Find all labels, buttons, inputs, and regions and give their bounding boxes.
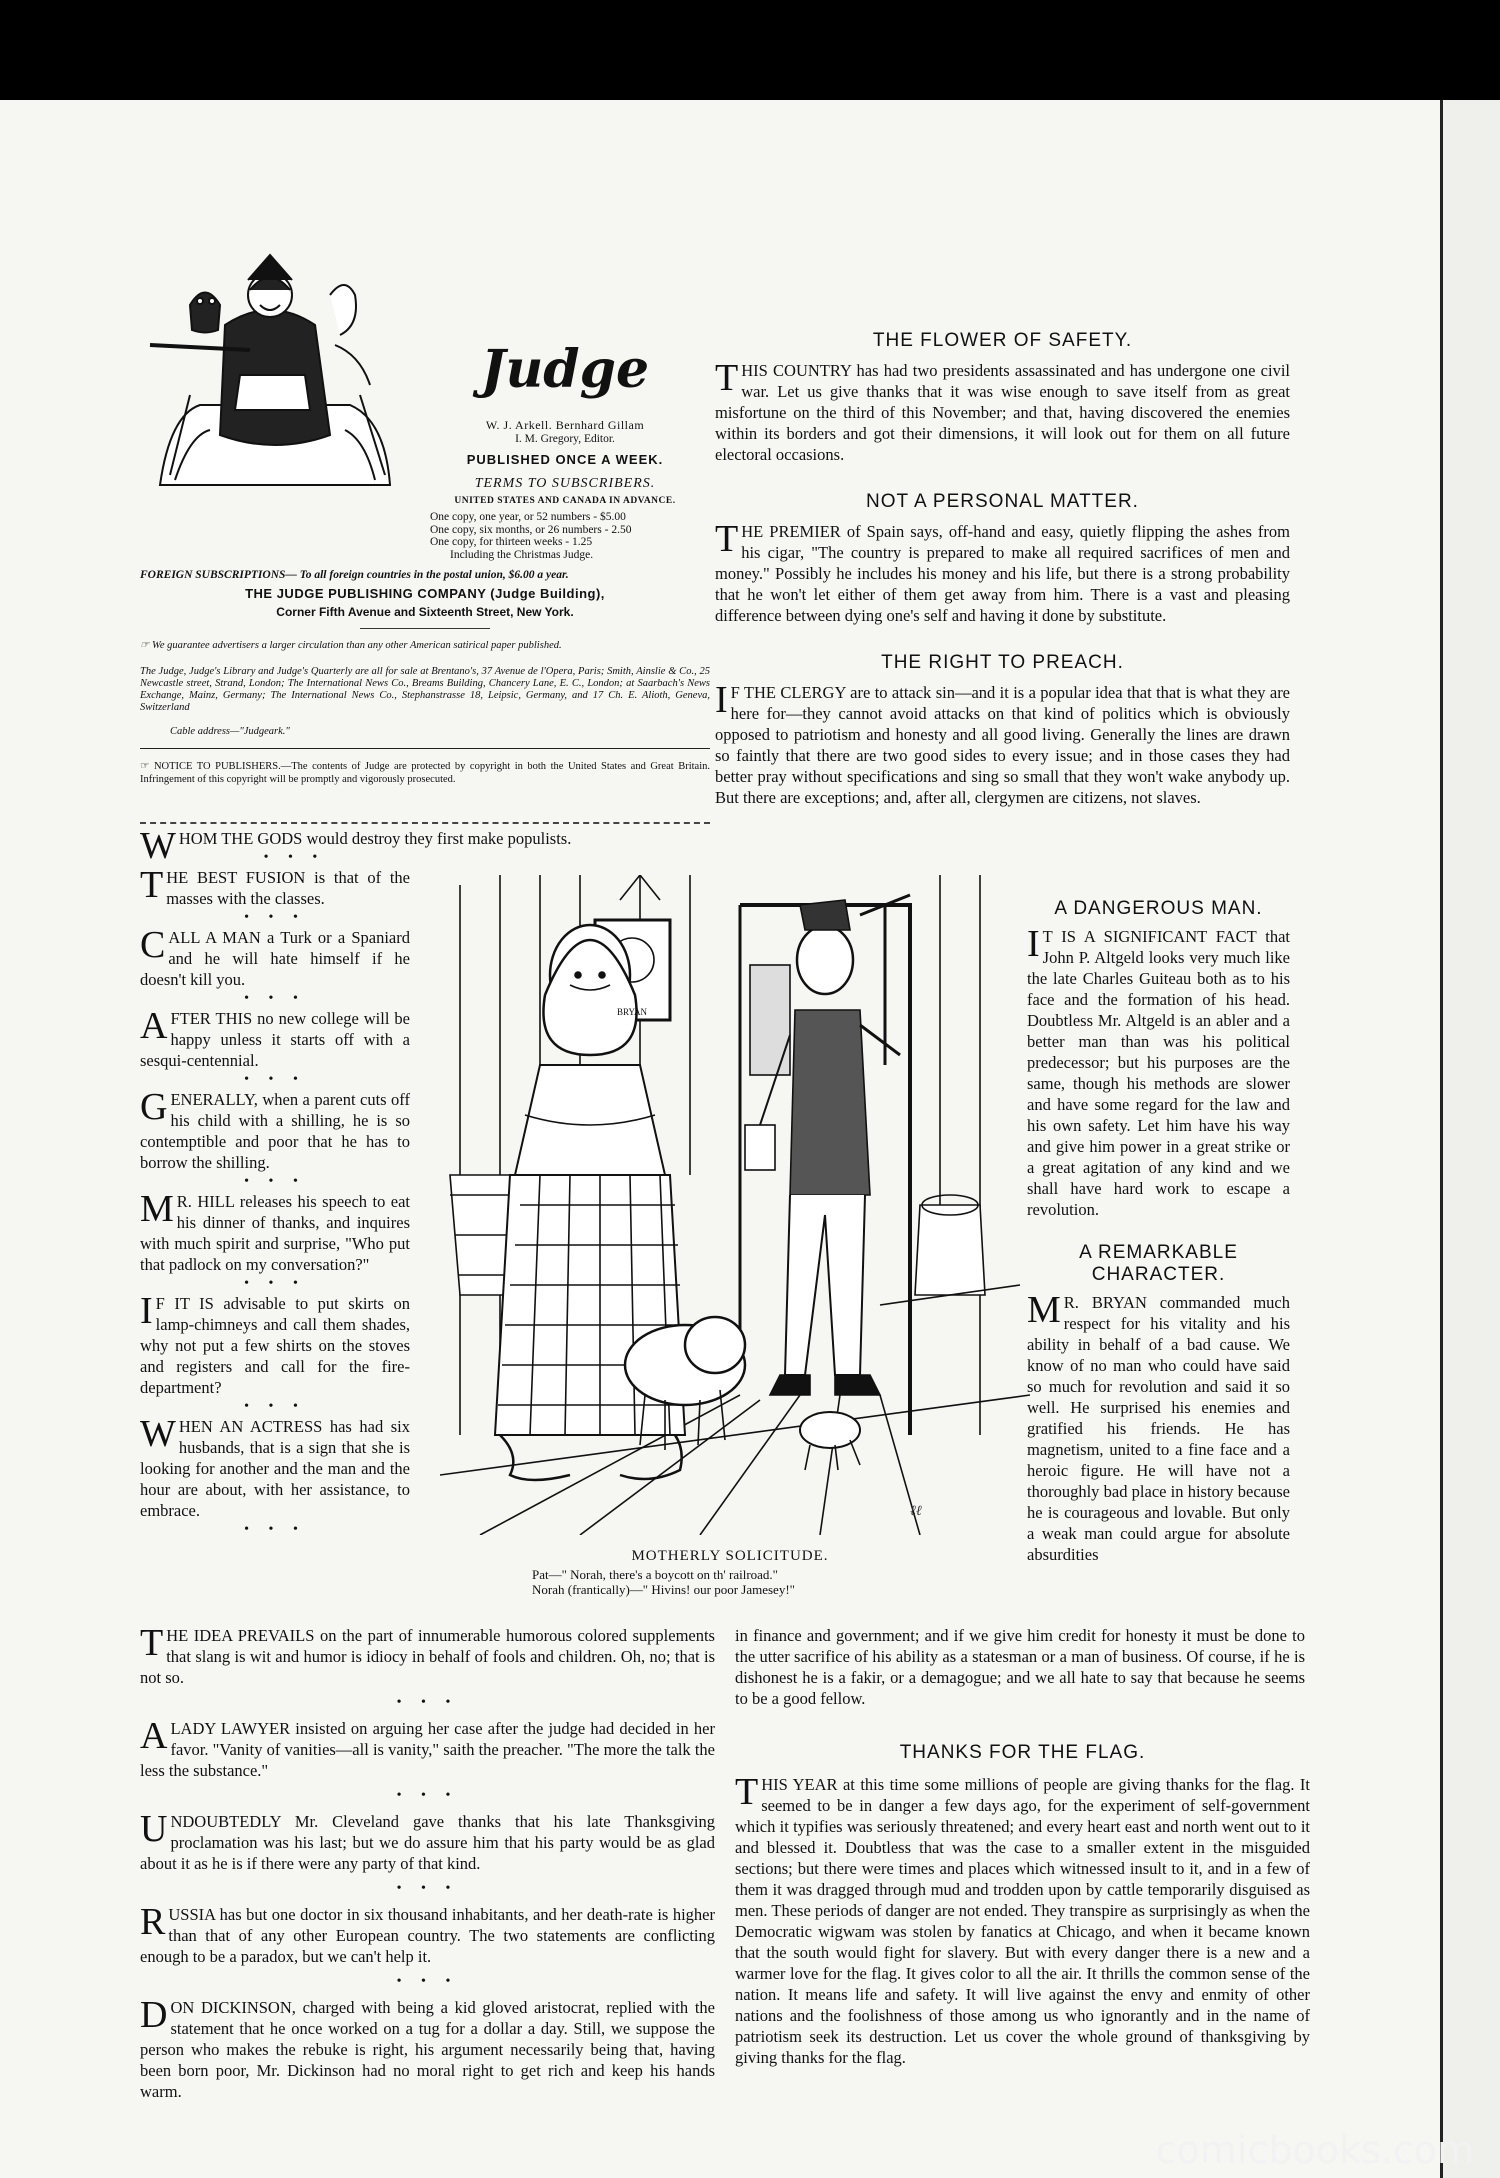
- editorial-column-narrow: [1027, 898, 1290, 1588]
- drop-cap: T: [140, 1622, 164, 1664]
- notice-to-publishers: [140, 760, 710, 786]
- left-item: [140, 1413, 410, 1521]
- cable-address: Cable address—"Judgeark.": [170, 726, 290, 737]
- drop-cap: M: [140, 1188, 174, 1230]
- item-text: of Spain says, off-hand and easy, quietly flipping the ashes from his cigar, "The country is prepared to make all required sacrifices of men and money." Possibly he includes his money and his life, but there is a strong probability that he won't let either of them get away from him. There is a vast and pleasing difference between dying one's self and having it done by substitute.: [715, 522, 1290, 625]
- left-item: [140, 1901, 715, 1967]
- item-text: no new college will be happy unless it starts off with a sesqui-centennial.: [140, 1009, 410, 1070]
- drop-cap: T: [735, 1771, 759, 1813]
- lead-text: HOM THE GODS: [178, 829, 303, 848]
- drop-cap: C: [140, 924, 166, 966]
- drop-cap: I: [715, 679, 728, 721]
- item-text: that John P. Altgeld looks very much like the late Charles Guiteau both as to his face and the formation of his head. Doubtless Mr. Altgeld is an abler and a better man than was his political predecessor; but his purposes are the same, though his methods are slower and have some regard for the law and his own safety. Let him have his way and give him power in a great strike or a great agitation of any kind and we shall have hard work to escape a revolution.: [1027, 927, 1290, 1219]
- lead-text: LADY LAWYER: [170, 1719, 291, 1738]
- pointing-hand-icon: ☞: [140, 761, 154, 772]
- lower-left-column: [140, 1622, 715, 2102]
- foreign-subscriptions: FOREIGN SUBSCRIPTIONS— To all foreign countries in the postal union, $6.00 a year.: [140, 569, 569, 581]
- editorial-body: [715, 357, 1290, 465]
- left-item: [140, 864, 410, 909]
- left-item: [140, 1715, 715, 1781]
- lead-text: HE BEST FUSION: [166, 868, 306, 887]
- lead-text: F THE CLERGY: [730, 683, 846, 702]
- rate-line: One copy, six months, or 26 numbers - 2.50: [430, 523, 632, 536]
- editorial-body: [715, 518, 1290, 626]
- left-item: [140, 1808, 715, 1874]
- divider: [140, 822, 710, 824]
- item-text: charged with being a kid gloved aristocrat, replied with the statement that he once worked on a tug for a dollar a day. Still, we suppose the person who makes the rebuke is right, his argument necessarily being that, having been born poor, Mr. Dickinson had no moral right to get rich and keep his hands warm.: [140, 1998, 715, 2101]
- lead-text: F IT IS: [155, 1294, 214, 1313]
- item-text: would destroy they first make populists.: [302, 829, 572, 848]
- left-item: [140, 1086, 410, 1173]
- notice-text: NOTICE TO PUBLISHERS.—The contents of Judge are protected by copyright in both the United States and Great Britain. Infringement of this copyright will be promptly and vigorously prosecuted.: [140, 761, 710, 785]
- lead-text: ON DICKINSON,: [170, 1998, 296, 2017]
- item-text: has but one doctor in six thousand inhabitants, and her death-rate is higher than that of any other European country. The two statements are conflicting enough to be a paradox, but we can't help it.: [140, 1905, 715, 1966]
- separator: • • •: [244, 1174, 306, 1189]
- drop-cap: A: [140, 1005, 168, 1047]
- drop-cap: W: [140, 825, 176, 867]
- lead-text: HIS COUNTRY: [741, 361, 852, 380]
- item-text: is that of the masses with the classes.: [166, 868, 410, 908]
- separator: • • •: [244, 1522, 306, 1537]
- item-text: has had six husbands, that is a sign that she is looking for another and the man and the hour are about, with her assistance, to embrace.: [140, 1417, 410, 1520]
- lead-text: HIS YEAR: [761, 1775, 838, 1794]
- item-text: commanded much respect for his vitality and his ability in behalf of a bad cause. We know of no man who could have said so much for revolution and said it so well. He surprised his enemies and gratified his friends. He has magnetism, united to a fine face and a heroic figure. He will have not a thoroughly bad place in history because he is courageous and lovable. But only a weak man could argue for absolute absurdities: [1027, 1293, 1290, 1564]
- lead-text: R. BRYAN: [1063, 1293, 1147, 1312]
- library-notice: The Judge, Judge's Library and Judge's Quarterly are all for sale at Brentano's, 37 Avenue de l'Opera, Paris; Smith, Ainslie & Co., 25 Newcastle street, Strand, London; The International News Co., Breams Building, Chancery Lane, E. C., London; at Saarbach's News Exchange, Mainz, Germany; The International News Co., Stephanstrasse 18, Leipsic, Germany, and 17 Ch. E. Alioth, Geneva, Switzerland: [140, 666, 710, 713]
- drop-cap: W: [140, 1413, 176, 1455]
- item-text: insisted on arguing her case after the judge had decided in her favor. "Vanity of vanities—all is vanity," saith the preacher. "The more the talk the less the substance.": [140, 1719, 715, 1780]
- separator: • • •: [244, 1399, 306, 1414]
- guarantee-text: We guarantee advertisers a larger circulation than any other American satirical paper published.: [152, 640, 562, 651]
- editorial-column-top: [715, 330, 1290, 808]
- published-line: PUBLISHED ONCE A WEEK.: [466, 452, 664, 467]
- drop-cap: M: [1027, 1292, 1061, 1331]
- rate-line: One copy, one year, or 52 numbers - $5.00: [430, 511, 626, 523]
- rate-line: One copy, for thirteen weeks - 1.25: [430, 536, 593, 548]
- guarantee-notice: [140, 640, 710, 652]
- separator: • • •: [244, 991, 306, 1006]
- drop-cap: T: [715, 357, 739, 399]
- svg-text:ℓℓ: ℓℓ: [910, 1504, 922, 1519]
- editorial-title: A DANGEROUS MAN.: [1054, 898, 1263, 919]
- left-item: [140, 1622, 715, 1688]
- lead-text: HEN AN ACTRESS: [178, 1417, 323, 1436]
- editorial-continuation: in finance and government; and if we give him credit for honesty it must be done to the utter sacrifice of his ability as a statesman or a man of business. Of course, if he is dishonest he is a fakir, or a demagogue; and we all hate to say that because he seems to be a good fellow.: [735, 1626, 1305, 1708]
- drop-cap: D: [140, 1994, 168, 2036]
- cartoon-caption-title: MOTHERLY SOLICITUDE.: [631, 1548, 829, 1564]
- rates-block: [430, 511, 700, 561]
- item-text: Mr. Cleveland gave thanks that his late Thanksgiving proclamation was his last; but we do assure him that his party would be as glad about it as he is if there were any party of that kind.: [140, 1812, 715, 1873]
- lead-text: USSIA: [168, 1905, 216, 1924]
- drop-cap: A: [140, 1715, 168, 1757]
- item-text: a Turk or a Spaniard and he will hate himself if he doesn't kill you.: [140, 928, 411, 989]
- divider: [140, 748, 710, 749]
- drop-cap: R: [140, 1901, 166, 1943]
- separator: • • •: [396, 1695, 459, 1710]
- rate-line: Including the Christmas Judge.: [450, 548, 594, 561]
- left-item: [140, 924, 411, 990]
- editorial-body: [715, 679, 1291, 808]
- terms-title: TERMS TO SUBSCRIBERS.: [474, 476, 656, 491]
- editorial-body: [735, 1771, 1310, 2068]
- address-line: Corner Fifth Avenue and Sixteenth Street, New York.: [276, 605, 574, 619]
- editor-line: I. M. Gregory, Editor.: [515, 433, 615, 445]
- editorial-title: A REMARKABLE CHARACTER.: [1079, 1242, 1238, 1285]
- editorial-column-bottom: [735, 1742, 1310, 2068]
- separator: • • •: [244, 910, 306, 925]
- lead-text: ALL A MAN: [168, 928, 261, 947]
- left-column: [140, 825, 572, 1539]
- site-watermark: comicbooks.com: [1155, 2128, 1474, 2172]
- drop-cap: T: [715, 518, 739, 560]
- editorial-title: THE FLOWER OF SAFETY.: [872, 330, 1133, 351]
- editors-line: W. J. Arkell. Bernhard Gillam: [485, 418, 645, 432]
- item-text: has had two presidents assassinated and has undergone one civil war. Let us give thanks that it was wise enough to save itself from as great misfortune on the third of this November; and that, having discovered the enemies within its borders and got their dimensions, it will look out for them on all future electoral occasions.: [715, 361, 1290, 464]
- item-text: when a parent cuts off his child with a shilling, he is so contemptible and poor that he has to borrow the shilling.: [140, 1090, 410, 1172]
- next-page-edge: [1440, 100, 1500, 2178]
- cartoon-caption-line: Norah (frantically)—" Hivins! our poor Jamesey!": [532, 1582, 795, 1597]
- left-item: [140, 825, 700, 867]
- drop-cap: T: [140, 864, 164, 906]
- item-text: releases his speech to eat his dinner of thanks, and inquires with much spirit and surprise, "Who put that padlock on my conversation?": [140, 1192, 410, 1274]
- lead-text: NDOUBTEDLY: [170, 1812, 281, 1831]
- left-item: [140, 1188, 410, 1275]
- judge-logo: Judge: [480, 339, 650, 400]
- editorial-title: THANKS FOR THE FLAG.: [899, 1742, 1146, 1763]
- separator: • • •: [396, 1881, 459, 1896]
- item-text: are to attack sin—and it is a popular idea that that is what they are here for—they cannot avoid attacks on that kind of politics which is obviously opposed to patriotism and honesty and all good living. Generally the lines are drawn so faintly that there are two good sides to every issue; and in those cases they had better pray without specifications and sing so small that they won't wake anybody up. But there are exceptions; and, after all, clergymen are citizens, not slaves.: [715, 683, 1291, 807]
- editorial-body: [1027, 923, 1290, 1220]
- item-text: on the part of innumerable humorous colored supplements that slang is wit and humor is idiocy in behalf of fools and children. Oh, no; that is not so.: [140, 1626, 715, 1687]
- editorial-title: NOT A PERSONAL MATTER.: [866, 491, 1139, 512]
- drop-cap: U: [140, 1808, 168, 1850]
- cartoon-caption-line: Pat—" Norah, there's a boycott on th' railroad.": [532, 1567, 778, 1582]
- masthead-illustration: [130, 235, 420, 505]
- drop-cap: G: [140, 1086, 168, 1128]
- separator: • • •: [396, 1974, 459, 1989]
- separator: • • •: [244, 1276, 306, 1291]
- drop-cap: I: [140, 1290, 153, 1332]
- lead-text: HE PREMIER: [741, 522, 841, 541]
- separator: • • •: [396, 1788, 459, 1803]
- portrait-label: BRYAN: [616, 1007, 648, 1017]
- lead-text: FTER THIS: [170, 1009, 253, 1028]
- separator: • • •: [263, 850, 326, 865]
- left-item: [140, 1290, 411, 1398]
- editorial-body: [1027, 1292, 1290, 1588]
- lead-text: T IS A SIGNIFICANT FACT: [1042, 927, 1257, 946]
- magazine-page: [0, 100, 1440, 2178]
- left-item: [140, 1994, 715, 2102]
- lead-text: HE IDEA PREVAILS: [166, 1626, 315, 1645]
- advance-line: UNITED STATES AND CANADA IN ADVANCE.: [454, 496, 676, 506]
- lead-text: R. HILL: [176, 1192, 235, 1211]
- item-text: at this time some millions of people are giving thanks for the flag. It seemed to be in danger a few days ago, for the experiment of self-government which it typifies was seriously threatened; and every heart east and north went out to it and blessed it. Doubtless that was the case to a smaller extent in the misguided sections; but there were times and places which witnessed insult to it, and in a few of them it was dragged through mud and trodden upon by cattle temporarily disguised as men. These periods of danger are not ended. They transpire as surprisingly as when the Democratic wigwam was stolen by fanatics at Chicago, and when it became known that the south would fight for slavery. But with every danger there is a new and a warmer love for the flag. It gives color to all the air. It thrills the common sense of the nation. It means life and safety. It will live against the envy and enmity of other nations and the foolishness of those among us who ignorantly and in the name of patriotism seek its destruction. Let us cover the whole ground of thanksgiving by giving thanks for the flag.: [735, 1775, 1310, 2067]
- cartoon-illustration: [440, 875, 1030, 1535]
- pointing-hand-icon: ☞: [140, 640, 153, 651]
- left-item: [140, 1005, 410, 1071]
- publisher-line: THE JUDGE PUBLISHING COMPANY (Judge Building),: [245, 586, 605, 601]
- lead-text: ENERALLY,: [170, 1090, 258, 1109]
- item-text: advisable to put skirts on lamp-chimneys and call them shades, why not put a few shirts on the stoves and registers and call for the fire-department?: [140, 1294, 411, 1397]
- editorial-title: THE RIGHT TO PREACH.: [881, 652, 1124, 673]
- drop-cap: I: [1027, 923, 1040, 965]
- separator: • • •: [244, 1072, 306, 1087]
- divider: [360, 628, 490, 629]
